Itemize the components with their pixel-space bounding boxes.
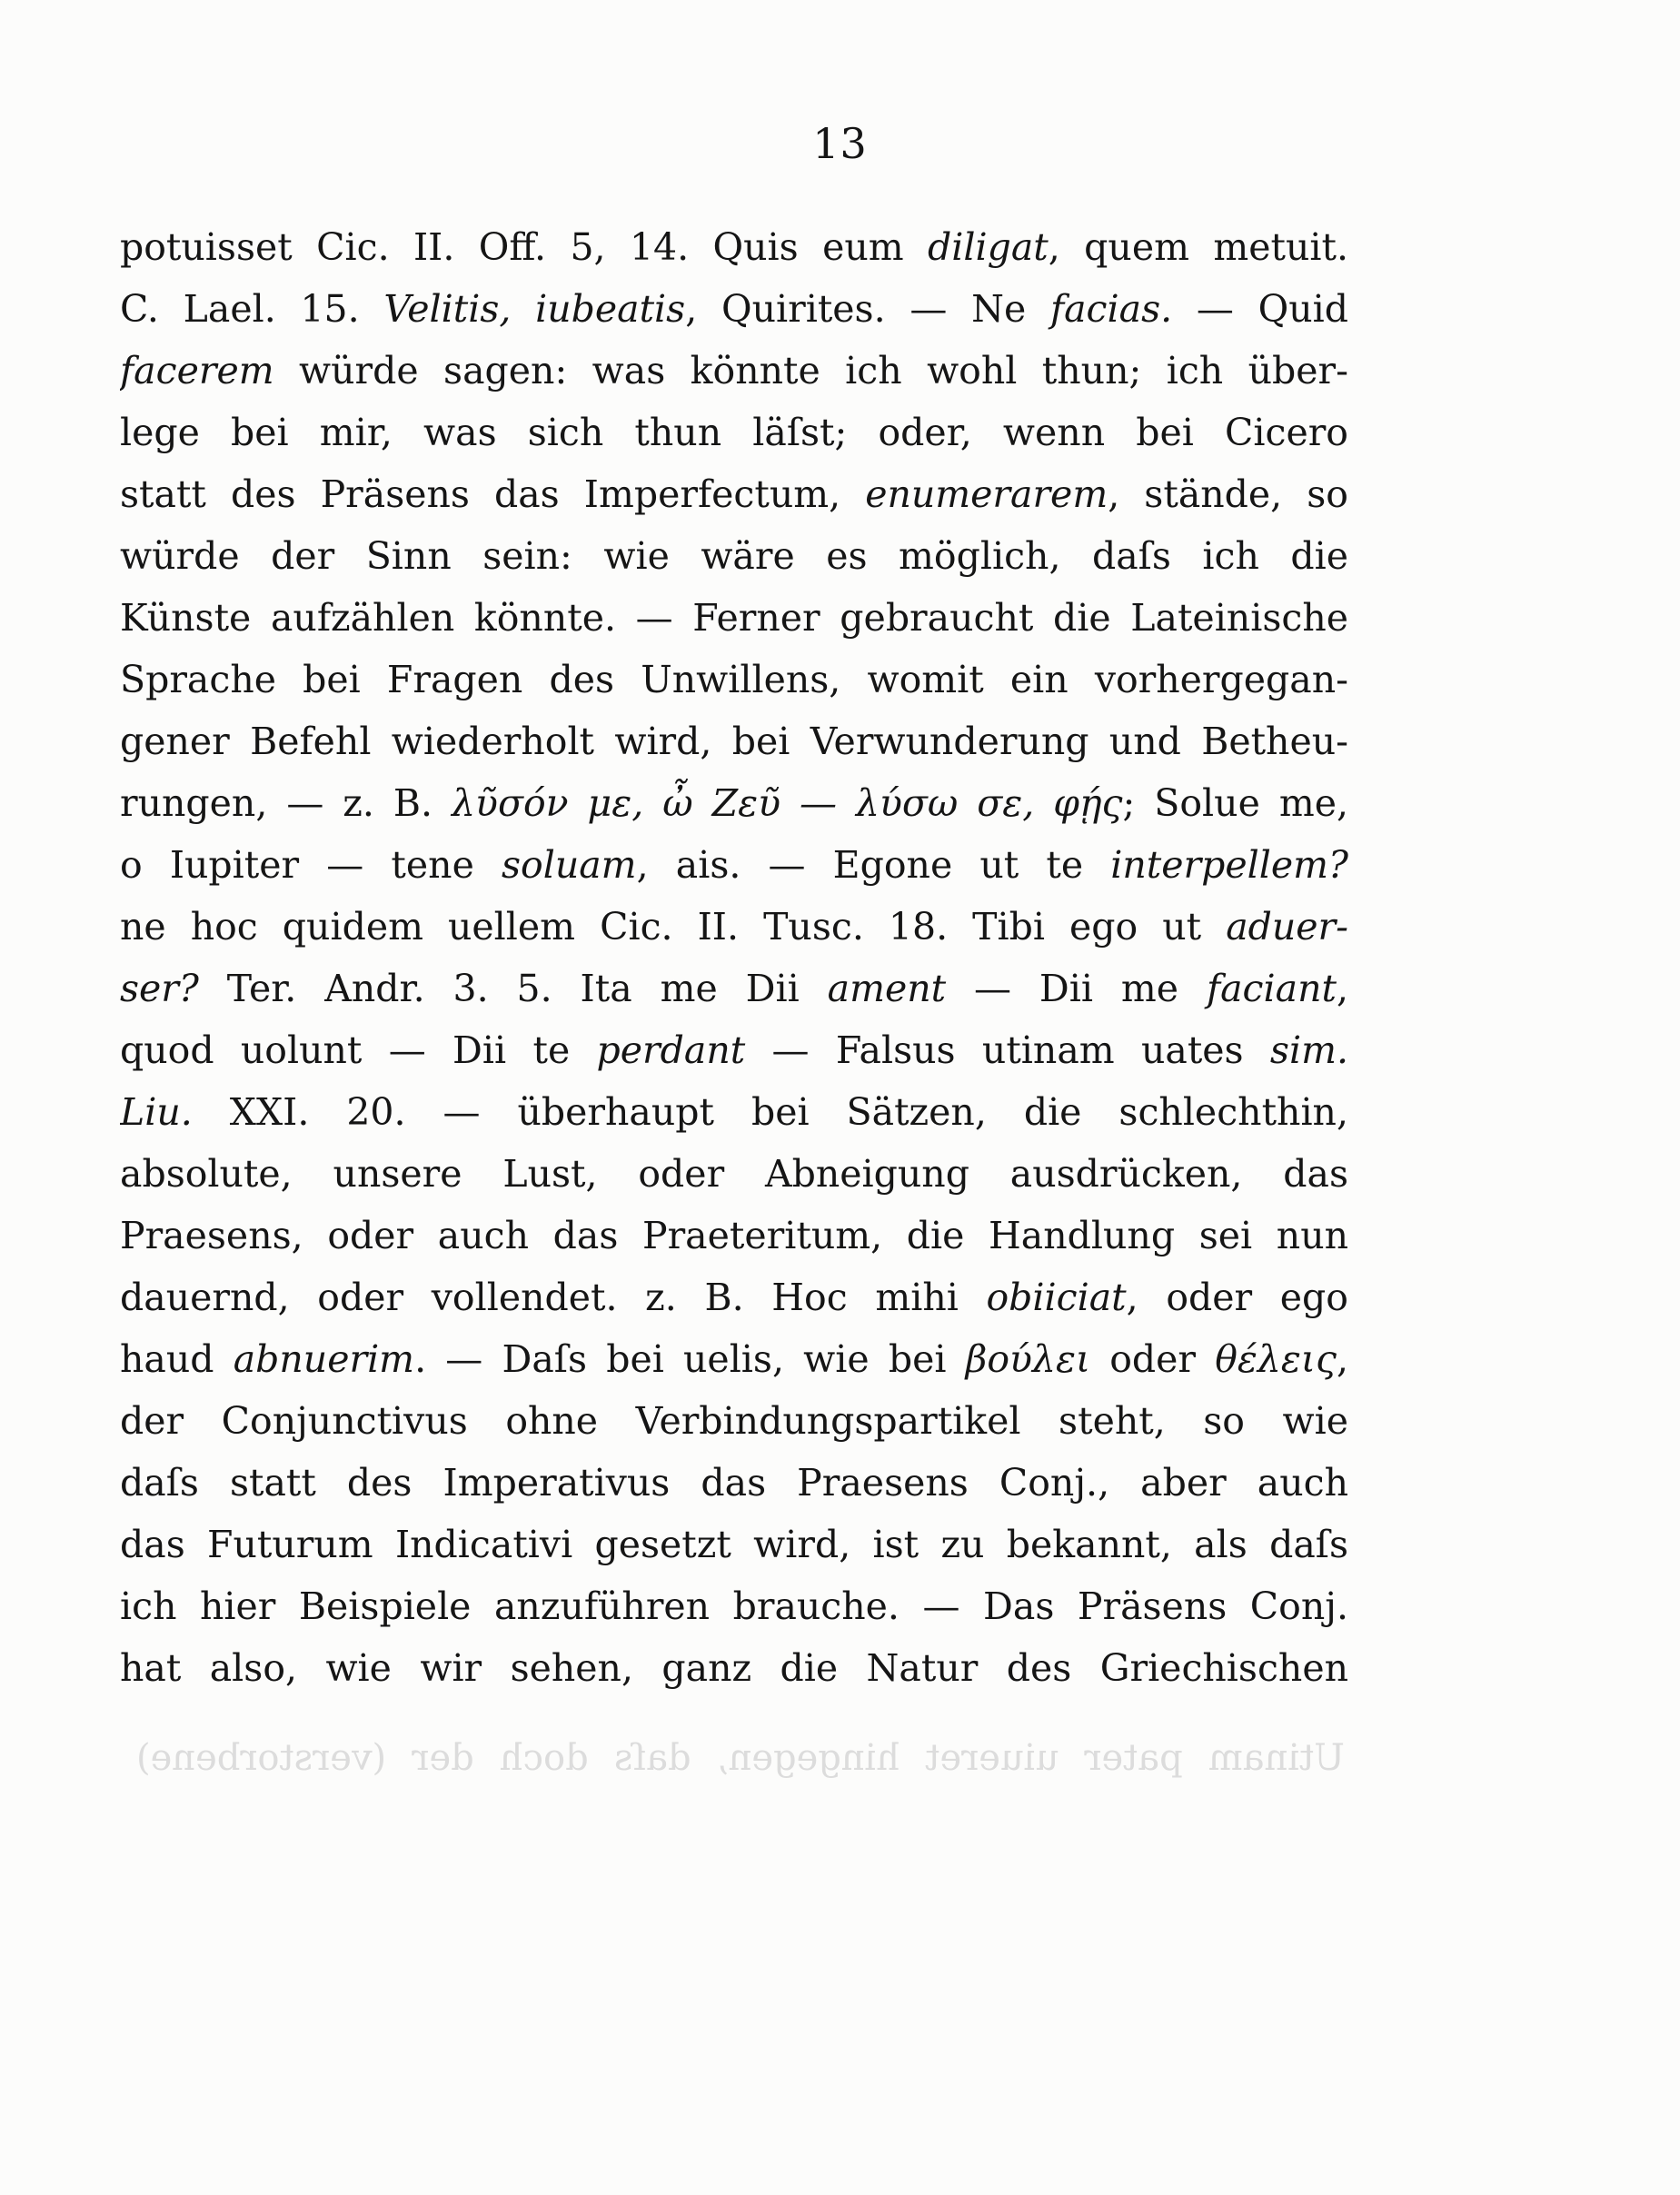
text-line [120, 587, 1348, 649]
text-line [120, 1452, 1348, 1514]
text-segment: — Dii me [946, 967, 1207, 1010]
text-line [120, 463, 1348, 525]
bleed-through-text: Utinam pater uiueret hingegen, daſs doch der (verstorbene) [136, 1737, 1345, 1779]
text-segment: statt des Präsens das Imperfectum, [120, 472, 866, 516]
text-segment: quod uolunt — Dii te [120, 1028, 597, 1072]
text-line [120, 1266, 1348, 1328]
text-segment: ich hier Beispiele anzuführen brauche. — Das Präsens Conj. [120, 1584, 1348, 1628]
text-line [120, 1637, 1348, 1699]
page-number: 13 [812, 119, 868, 168]
text-line [120, 958, 1348, 1019]
text-segment: C. Lael. 15. [120, 287, 384, 331]
text-segment: , Quirites. — Ne [685, 287, 1050, 331]
text-line [120, 1328, 1348, 1390]
text-segment: potuisset Cic. II. Off. 5, 14. Quis eum [120, 225, 929, 269]
text-segment: gener Befehl wiederholt wird, bei Verwunderung und Betheu- [120, 720, 1348, 763]
text-segment: lege bei mir, was sich thun läſst; oder, wenn bei Cicero [120, 411, 1348, 454]
italic-text: perdant [596, 1028, 746, 1072]
text-segment: , [1336, 967, 1348, 1010]
italic-text: aduer- [1226, 905, 1348, 949]
text-segment: , [1336, 1337, 1348, 1381]
italic-text: enumerarem [865, 472, 1108, 516]
italic-text: βούλει [965, 1337, 1091, 1381]
text-line [120, 278, 1348, 340]
italic-text: θέλεις [1215, 1337, 1337, 1381]
text-segment: würde sagen: was könnte ich wohl thun; ich über- [273, 349, 1348, 392]
text-segment: der Conjunctivus ohne Verbindungspartikel steht, so wie [120, 1399, 1348, 1443]
text-segment: haud [120, 1337, 234, 1381]
text-segment: Sprache bei Fragen des Unwillens, womit ein vorhergegan- [120, 658, 1348, 701]
text-segment: absolute, unsere Lust, oder Abneigung ausdrücken, das [120, 1152, 1348, 1196]
text-line [120, 402, 1348, 463]
text-line [120, 216, 1348, 278]
text-segment: oder [1090, 1337, 1216, 1381]
italic-text: facerem [120, 349, 274, 392]
italic-text: abnuerim [233, 1337, 415, 1381]
text-line [120, 1205, 1348, 1266]
text-segment: hat also, wie wir sehen, ganz die Natur des Griechischen [120, 1646, 1348, 1690]
text-line [120, 649, 1348, 710]
text-line [120, 896, 1348, 958]
text-line [120, 710, 1348, 772]
italic-text: diligat [928, 225, 1049, 269]
italic-text: ament [827, 967, 947, 1010]
text-segment: — Quid [1172, 287, 1348, 331]
text-segment: würde der Sinn sein: wie wäre es möglich, daſs ich die [120, 534, 1348, 578]
text-segment: XXI. 20. — überhaupt bei Sätzen, die schlechthin, [192, 1090, 1348, 1134]
text-segment: , oder ego [1126, 1276, 1348, 1319]
italic-text: sim. [1269, 1028, 1348, 1072]
text-line [120, 1390, 1348, 1452]
text-segment: rungen, — z. B. [120, 781, 452, 825]
body-text [120, 216, 1348, 1699]
text-segment: o Iupiter — tene [120, 843, 502, 887]
italic-text: obiiciat [986, 1276, 1127, 1319]
text-segment: ; Solue me, [1122, 781, 1348, 825]
text-line [120, 340, 1348, 402]
text-segment: . — Daſs bei uelis, wie bei [414, 1337, 966, 1381]
text-line [120, 525, 1348, 587]
italic-text: faciant [1206, 967, 1337, 1010]
italic-text: λῦσόν με, ὦ Ζεῦ — λύσω σε, φῄς [452, 781, 1123, 825]
italic-text: facias. [1049, 287, 1173, 331]
text-segment: Künste aufzählen könnte. — Ferner gebraucht die Lateinische [120, 596, 1348, 640]
text-segment: dauernd, oder vollendet. z. B. Hoc mihi [120, 1276, 987, 1319]
text-line [120, 772, 1348, 834]
text-line [120, 1143, 1348, 1205]
text-segment: Ter. Andr. 3. 5. Ita me Dii [198, 967, 828, 1010]
text-segment: , stände, so [1108, 472, 1348, 516]
italic-text: soluam [502, 843, 637, 887]
text-line [120, 1019, 1348, 1081]
text-segment: , ais. — Egone ut te [636, 843, 1111, 887]
text-segment: das Futurum Indicativi gesetzt wird, ist zu bekannt, als daſs [120, 1523, 1348, 1566]
text-line [120, 1081, 1348, 1143]
text-line [120, 1575, 1348, 1637]
text-line [120, 834, 1348, 896]
italic-text: ser? [120, 967, 199, 1010]
text-segment: daſs statt des Imperativus das Praesens Conj., aber auch [120, 1461, 1348, 1505]
text-segment: ne hoc quidem uellem Cic. II. Tusc. 18. Tibi ego ut [120, 905, 1227, 949]
italic-text: Liu. [120, 1090, 193, 1134]
text-segment: — Falsus utinam uates [745, 1028, 1270, 1072]
text-segment: , quem metuit. [1048, 225, 1348, 269]
italic-text: interpellem? [1110, 843, 1348, 887]
text-segment: Praesens, oder auch das Praeteritum, die Handlung sei nun [120, 1214, 1348, 1257]
text-line [120, 1514, 1348, 1575]
italic-text: Velitis, iubeatis [383, 287, 686, 331]
